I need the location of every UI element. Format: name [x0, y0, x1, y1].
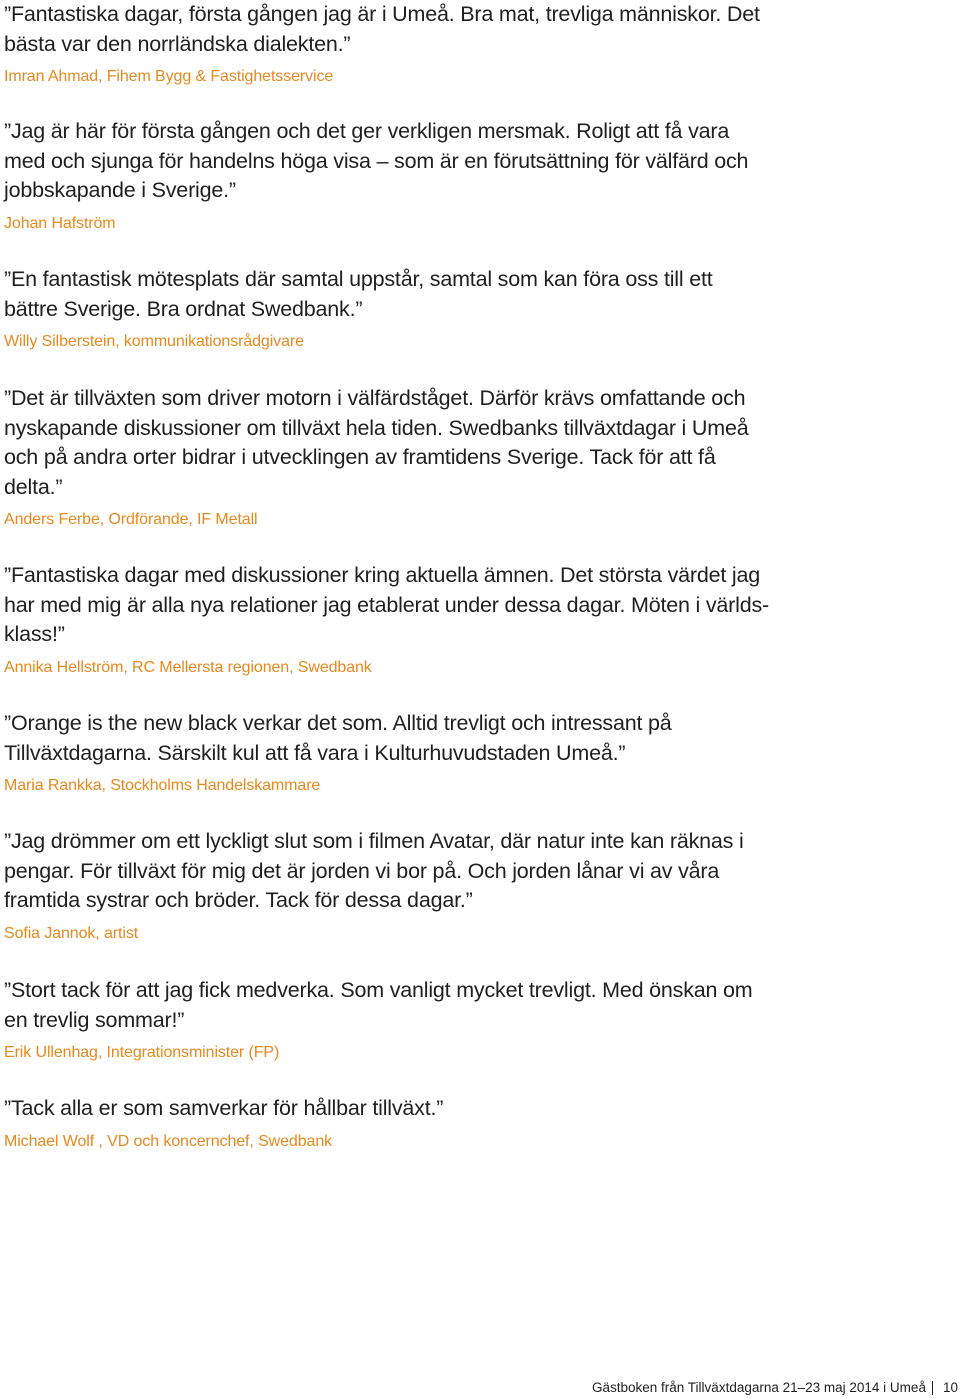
testimonial-quote: ”Jag är här för första gången och det ger verkligen mersmak. Roligt att få vara med och sjunga för handelns höga visa – som är en förutsättning för välfärd och jobbskapande i Sverige.”: [4, 119, 749, 203]
testimonial-entry: [4, 1094, 804, 1152]
testimonial-author: Annika Hellström, RC Mellersta regionen, Swedbank: [4, 658, 372, 676]
testimonial-entry: [4, 384, 804, 530]
page-number: 10: [942, 1380, 958, 1395]
testimonial-entry: [4, 0, 804, 87]
testimonial-quote: ”Fantastiska dagar med diskussioner kring aktuella ämnen. Det största värdet jag har med mig är alla nya relationer jag etablerat under dessa dagar. Möten i världs- klass!”: [4, 563, 769, 647]
testimonial-entry: [4, 709, 804, 796]
testimonial-author: Johan Hafström: [4, 214, 116, 232]
footer-title: Gästboken från Tillväxtdagarna 21–23 maj 2014 i Umeå: [592, 1380, 926, 1395]
testimonial-quote: ”Tack alla er som samverkar för hållbar tillväxt.”: [4, 1096, 444, 1120]
testimonial-quote: ”Jag drömmer om ett lyckligt slut som i filmen Avatar, där natur inte kan räknas i pengar. För tillväxt för mig det är jorden vi bor på. Och jorden lånar vi av våra framtida systrar och bröder. Tack för dessa dagar.”: [4, 829, 744, 913]
testimonial-entry: [4, 976, 804, 1063]
testimonial-entry: [4, 265, 804, 352]
testimonial-quote: ”Fantastiska dagar, första gången jag är i Umeå. Bra mat, trevliga människor. Det bästa var den norrländska dialekten.”: [4, 2, 760, 56]
testimonial-entry: [4, 117, 804, 234]
testimonial-author: Anders Ferbe, Ordförande, IF Metall: [4, 511, 258, 529]
testimonial-quote: ”Det är tillväxten som driver motorn i välfärdståget. Därför krävs omfattande och nyskapande diskussioner om tillväxt hela tiden. Swedbanks tillväxtdagar i Umeå och på andra orter bidrar i utvecklingen av framtidens Sverige. Tack för att få delta.”: [4, 386, 749, 499]
testimonial-quote: ”Orange is the new black verkar det som. Alltid trevligt och intressant på Tillväxtdagarna. Särskilt kul att få vara i Kulturhuvudstaden Umeå.”: [4, 711, 672, 765]
page-footer: [592, 1380, 956, 1396]
testimonial-author: Michael Wolf , VD och koncernchef, Swedbank: [4, 1132, 333, 1150]
testimonial-entry: [4, 561, 804, 678]
testimonial-author: Erik Ullenhag, Integrationsminister (FP): [4, 1044, 280, 1062]
testimonial-quote: ”Stort tack för att jag fick medverka. Som vanligt mycket trevligt. Med önskan om en trevlig sommar!”: [4, 978, 753, 1032]
testimonial-entry: [4, 827, 804, 944]
testimonial-quote: ”En fantastisk mötesplats där samtal uppstår, samtal som kan föra oss till ett bättre Sverige. Bra ordnat Swedbank.”: [4, 267, 713, 321]
testimonial-author: Willy Silberstein, kommunikationsrådgivare: [4, 333, 304, 351]
footer-divider: [932, 1381, 933, 1395]
testimonial-author: Sofia Jannok, artist: [4, 924, 139, 942]
testimonial-author: Imran Ahmad, Fihem Bygg & Fastighetsservice: [4, 68, 334, 86]
testimonial-author: Maria Rankka, Stockholms Handelskammare: [4, 777, 321, 795]
